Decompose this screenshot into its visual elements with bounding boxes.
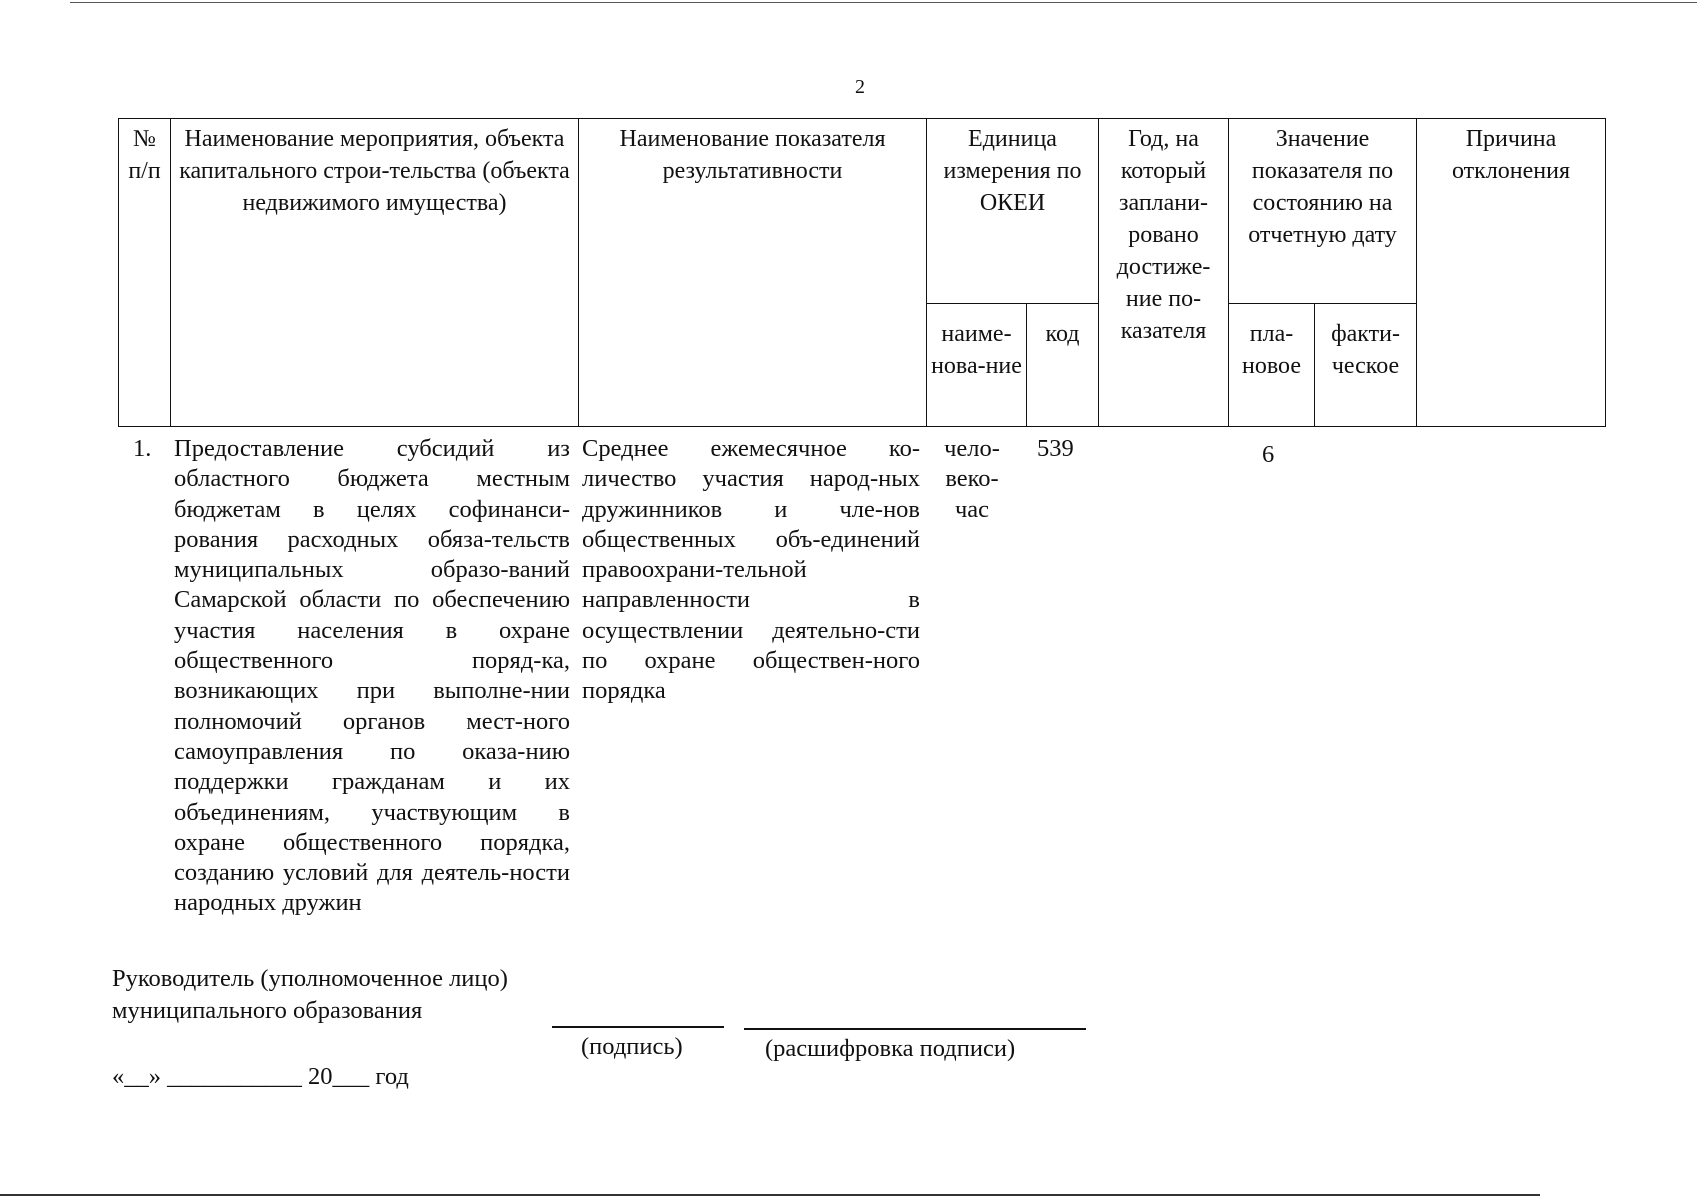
signature-decode-underline xyxy=(744,1028,1086,1030)
header-indicator: Наименование показателя результативности xyxy=(579,119,927,427)
header-value: Значение показателя по состоянию на отчетную дату xyxy=(1229,119,1417,304)
row-1-unit-code: 539 xyxy=(1037,435,1074,462)
signature-decode-caption: (расшифровка подписи) xyxy=(765,1035,1016,1062)
top-border-line xyxy=(70,2,1697,3)
row-1-value-plan: 6 xyxy=(1262,441,1275,468)
signer-line-1: Руководитель (уполномоченное лицо) xyxy=(112,965,508,992)
signer-line-2: муниципального образования xyxy=(112,997,423,1024)
header-unit: Единица измерения по ОКЕИ xyxy=(927,119,1099,304)
signature-caption: (подпись) xyxy=(581,1033,683,1060)
header-reason: Причина отклонения xyxy=(1417,119,1606,427)
header-num: № п/п xyxy=(119,119,171,427)
signature-underline xyxy=(552,1026,724,1028)
header-value-plan: пла-новое xyxy=(1229,304,1315,427)
row-1-event: Предоставление субсидий из областного бюджета местным бюджетам в целях софинанси-рования расходных обяза-тельств муниципальных образо-ваний Самарской области по обеспечению участия населения в охране общественного поряд-ка, возникающих при выполне-нии полномочий органов мест-ного самоуправления по оказа-нию поддержки гражданам и их объединениям, участвующим в охране общественного порядка, созданию условий для деятель-ности народных дружин xyxy=(174,435,570,917)
row-1-num: 1. xyxy=(133,435,152,462)
date-line: «__» ___________ 20___ год xyxy=(112,1063,409,1090)
header-value-fact: факти-ческое xyxy=(1315,304,1417,427)
header-year: Год, на который заплани-ровано достиже-ние по-казателя xyxy=(1099,119,1229,427)
row-1-unit-name: чело-веко-час xyxy=(944,435,1000,523)
header-event: Наименование мероприятия, объекта капитального строи-тельства (объекта недвижимого имущества) xyxy=(171,119,579,427)
signer-block xyxy=(112,963,508,1027)
report-table-header xyxy=(118,118,1606,427)
header-unit-code: код xyxy=(1027,304,1099,427)
page-number: 2 xyxy=(855,76,865,98)
header-unit-name: наиме-нова-ние xyxy=(927,304,1027,427)
bottom-border-line xyxy=(0,1194,1540,1196)
row-1-indicator: Среднее ежемесячное ко-личество участия народ-ных дружинников и чле-нов общественных объ-единений правоохрани-тельной направленности в осуществлении деятельно-сти по охране обществен-ного порядка xyxy=(582,435,920,705)
